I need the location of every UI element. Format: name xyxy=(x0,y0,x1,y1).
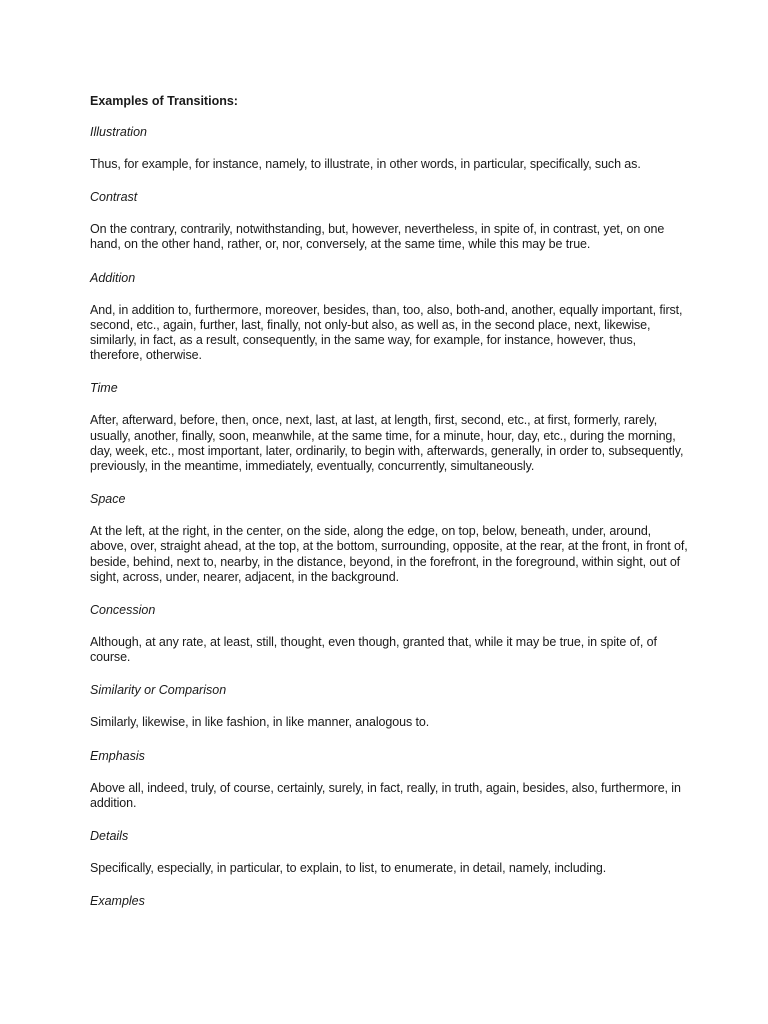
section-body: Thus, for example, for instance, namely, to illustrate, in other words, in particular, specifically, such as. xyxy=(90,157,641,171)
section-examples xyxy=(90,894,690,909)
section-heading: Concession xyxy=(90,603,156,618)
section-emphasis xyxy=(90,749,690,811)
section-body: Specifically, especially, in particular, to explain, to list, to enumerate, in detail, namely, including. xyxy=(90,861,607,876)
section-similarity xyxy=(90,683,690,730)
section-body: Although, at any rate, at least, still, thought, even though, granted that, while it may be true, in spite of, of course. xyxy=(90,635,657,665)
section-details xyxy=(90,829,690,876)
section-heading: Addition xyxy=(90,270,136,285)
section-heading: Emphasis xyxy=(90,748,145,763)
section-heading: Examples xyxy=(90,894,145,909)
section-addition xyxy=(90,271,690,364)
document-page xyxy=(90,94,690,926)
section-body: After, afterward, before, then, once, next, last, at last, at length, first, second, etc., at first, formerly, rarely, usually, another, finally, soon, meanwhile, at the same time, for a minute, hour, day, etc., during the morning, day, week, etc., most important, later, ordinarily, to begin with, afterwards, generally, in order to, subsequently, previously, in the meantime, immediately, eventually, concurrently, simultaneously. xyxy=(90,413,684,474)
section-body: And, in addition to, furthermore, moreover, besides, than, too, also, both-and, another, equally important, first, second, etc., again, further, last, finally, not only-but also, as well as, in the second place, next, likewise, similarly, in fact, as a result, consequently, in the same way, for example, for instance, however, thus, therefore, otherwise. xyxy=(90,302,683,363)
section-body: At the left, at the right, in the center, on the side, along the edge, on top, below, beneath, under, around, above, over, straight ahead, at the top, at the bottom, surrounding, opposite, at the rear, at the front, in front of, beside, behind, next to, nearby, in the distance, beyond, in the forefront, in the foreground, within sight, out of sight, across, under, nearer, adjacent, in the background. xyxy=(90,524,688,584)
section-contrast xyxy=(90,190,690,252)
section-heading: Similarity or Comparison xyxy=(90,683,227,698)
section-illustration xyxy=(90,125,690,172)
section-body: Similarly, likewise, in like fashion, in like manner, analogous to. xyxy=(90,715,430,730)
section-heading: Illustration xyxy=(90,125,147,139)
section-body: Above all, indeed, truly, of course, certainly, surely, in fact, really, in truth, again, besides, also, furthermore, in addition. xyxy=(90,780,681,810)
section-heading: Time xyxy=(90,381,118,396)
section-body: On the contrary, contrarily, notwithstanding, but, however, nevertheless, in spite of, in contrast, yet, on one hand, on the other hand, rather, or, nor, conversely, at the same time, while this may be true. xyxy=(90,222,665,252)
section-heading: Contrast xyxy=(90,190,138,205)
section-concession xyxy=(90,603,690,665)
document-title: Examples of Transitions: xyxy=(90,94,238,108)
section-time xyxy=(90,381,690,474)
section-heading: Space xyxy=(90,492,126,507)
section-space xyxy=(90,492,690,585)
section-heading: Details xyxy=(90,829,129,844)
